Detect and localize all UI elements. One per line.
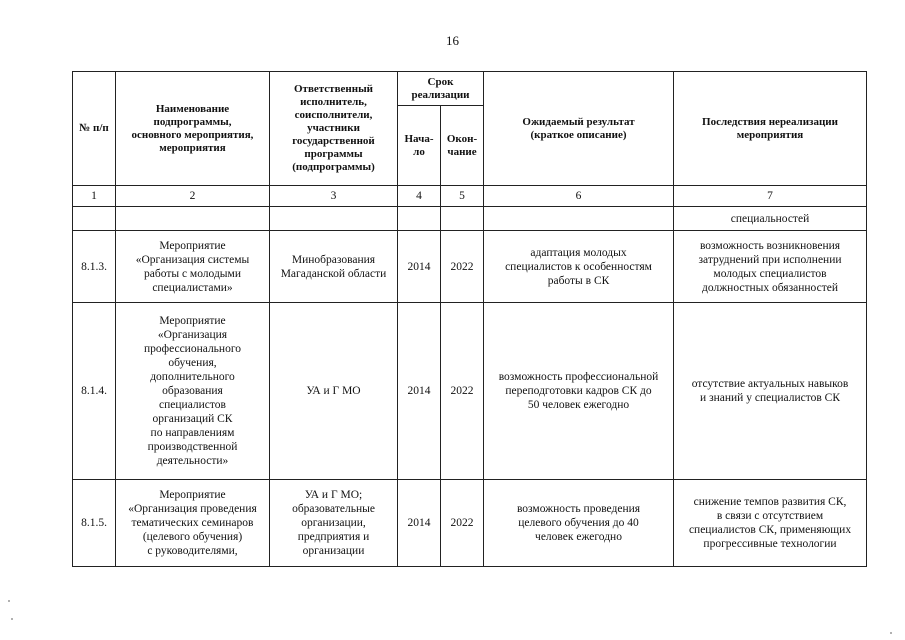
program-measures-table [72,71,867,567]
row-responsible: УА и Г МО; образовательные организации, предприятия и организации [270,480,398,567]
column-number: 4 [398,186,441,207]
row-start: 2014 [398,480,441,567]
row-responsible: Минобразования Магаданской области [270,231,398,303]
row-num: 8.1.3. [73,231,116,303]
table-row [73,231,867,303]
row-end: 2022 [441,303,484,480]
table-cell [398,207,441,231]
column-number: 6 [484,186,674,207]
header-name: Наименование подпрограммы, основного мероприятия, мероприятия [116,72,270,186]
column-number: 3 [270,186,398,207]
table-cell: специальностей [674,207,867,231]
column-number: 5 [441,186,484,207]
row-name: Мероприятие «Организация профессионального обучения, дополнительного образования специалистов организаций СК по направлениям производственной деятельности» [116,303,270,480]
row-consequences: возможность возникновения затруднений при исполнении молодых специалистов должностных обязанностей [674,231,867,303]
row-name: Мероприятие «Организация проведения тематических семинаров (целевого обучения) с руководителями, [116,480,270,567]
row-result: возможность проведения целевого обучения до 40 человек ежегодно [484,480,674,567]
column-number: 2 [116,186,270,207]
column-numbers-row [73,186,867,207]
row-responsible: УА и Г МО [270,303,398,480]
table-cell [441,207,484,231]
row-result: адаптация молодых специалистов к особенностям работы в СК [484,231,674,303]
scan-speck [8,600,10,602]
continuation-row [73,207,867,231]
page-number: 16 [446,33,459,48]
table-cell [116,207,270,231]
row-name: Мероприятие «Организация системы работы с молодыми специалистами» [116,231,270,303]
header-start: Нача- ло [398,106,441,186]
scan-speck [11,618,13,620]
header-period: Срок реализации [398,72,484,106]
row-start: 2014 [398,303,441,480]
column-number: 7 [674,186,867,207]
column-number: 1 [73,186,116,207]
header-result: Ожидаемый результат (краткое описание) [484,72,674,186]
header-responsible: Ответственный исполнитель, соисполнители, участники государственной программы (подпрограммы) [270,72,398,186]
row-num: 8.1.4. [73,303,116,480]
row-num: 8.1.5. [73,480,116,567]
row-end: 2022 [441,480,484,567]
header-end: Окон- чание [441,106,484,186]
header-row [73,72,867,106]
header-num: № п/п [73,72,116,186]
table-row [73,480,867,567]
table-row [73,303,867,480]
table-cell [484,207,674,231]
row-result: возможность профессиональной переподготовки кадров СК до 50 человек ежегодно [484,303,674,480]
scan-speck [890,632,892,634]
table-cell [73,207,116,231]
row-start: 2014 [398,231,441,303]
table-cell [270,207,398,231]
row-consequences: отсутствие актуальных навыков и знаний у специалистов СК [674,303,867,480]
row-consequences: снижение темпов развития СК, в связи с отсутствием специалистов СК, применяющих прогрессивные технологии [674,480,867,567]
row-end: 2022 [441,231,484,303]
header-consequences: Последствия нереализации мероприятия [674,72,867,186]
